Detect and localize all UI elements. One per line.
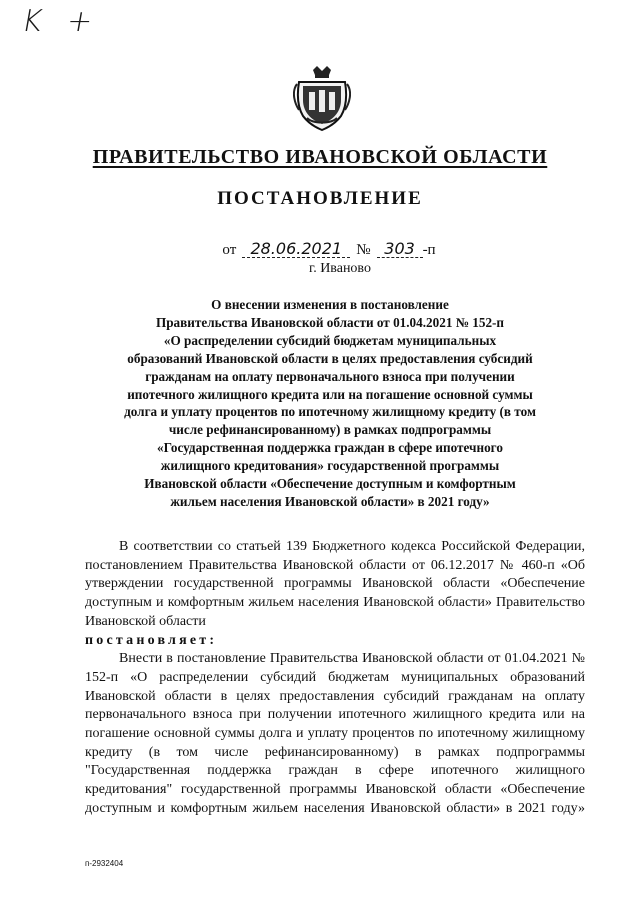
subject-line: образований Ивановской области в целях предоставления субсидий [127, 350, 533, 366]
subject-line: ипотечного жилищного кредита или на погашение основной суммы [127, 386, 533, 402]
subject-line: Правительства Ивановской области от 01.04.2021 № 152-п [155, 314, 505, 330]
document-type: ПОСТАНОВЛЕНИЕ [217, 188, 423, 209]
subject-line: жильем населения Ивановской области» в 2021 году» [170, 493, 490, 509]
issue-line [0, 240, 640, 259]
from-label: от [222, 242, 237, 258]
document-body [85, 538, 585, 819]
number-suffix: -п [422, 242, 436, 258]
subject-line: долга и уплату процентов по ипотечному жилищному кредиту (в том [124, 404, 536, 420]
subject-line: гражданам на оплату первоначального взноса при получении [145, 368, 515, 384]
document-subject [70, 296, 590, 511]
resolution-item: Внести в постановление Правительства Ивановской области от 01.04.2021 № 152-п «О распределении субсидий бюджетам муниципальных образований Ивановской области в целях предоставления субсидий гражданам на оплату первоначального взноса при получении ипотечного жилищного кредита или на погашение основной суммы долга и уплату процентов по ипотечному жилищному кредиту (в том числе рефинансированному) в рамках подпрограммы "Государственная поддержка граждан в сфере ипотечного жилищного кредитования" государственной программы Ивановской области «Обеспечение доступным и комфортным жильем населения Ивановской области» в 2021 году» [85, 651, 585, 816]
preamble-paragraph: В соответствии со статьей 139 Бюджетного кодекса Российской Федерации, постановлением Правительства Ивановской области от 06.12.2017 № 460-п «Об утверждении государственной программы Ивановской области «Обеспечение доступным и комфортным жильем населения Ивановской области» Правительство Ивановской области [85, 539, 585, 629]
document-code: п-2932404 [85, 859, 124, 868]
subject-line: «Государственная поддержка граждан в сфере ипотечного [157, 440, 503, 456]
resolves-word: постановляет: [85, 632, 218, 648]
issue-city: г. Иваново [309, 261, 371, 276]
subject-line: О внесении изменения в постановление [211, 297, 449, 312]
government-title: ПРАВИТЕЛЬСТВО ИВАНОВСКОЙ ОБЛАСТИ [92, 146, 548, 168]
subject-line: жилищного кредитования» государственной программы [160, 458, 500, 474]
subject-line: «О распределении субсидий бюджетам муниципальных [163, 332, 497, 348]
handwritten-number: 303 [377, 240, 423, 258]
subject-line: Ивановской области «Обеспечение доступным и комфортным [144, 476, 516, 492]
number-label: № [356, 242, 371, 258]
subject-line: числе рефинансированному) в рамках подпрограммы [168, 422, 492, 438]
handwritten-mark: K + [18, 4, 104, 39]
coat-of-arms-icon [293, 66, 351, 132]
handwritten-date: 28.06.2021 [242, 240, 350, 258]
